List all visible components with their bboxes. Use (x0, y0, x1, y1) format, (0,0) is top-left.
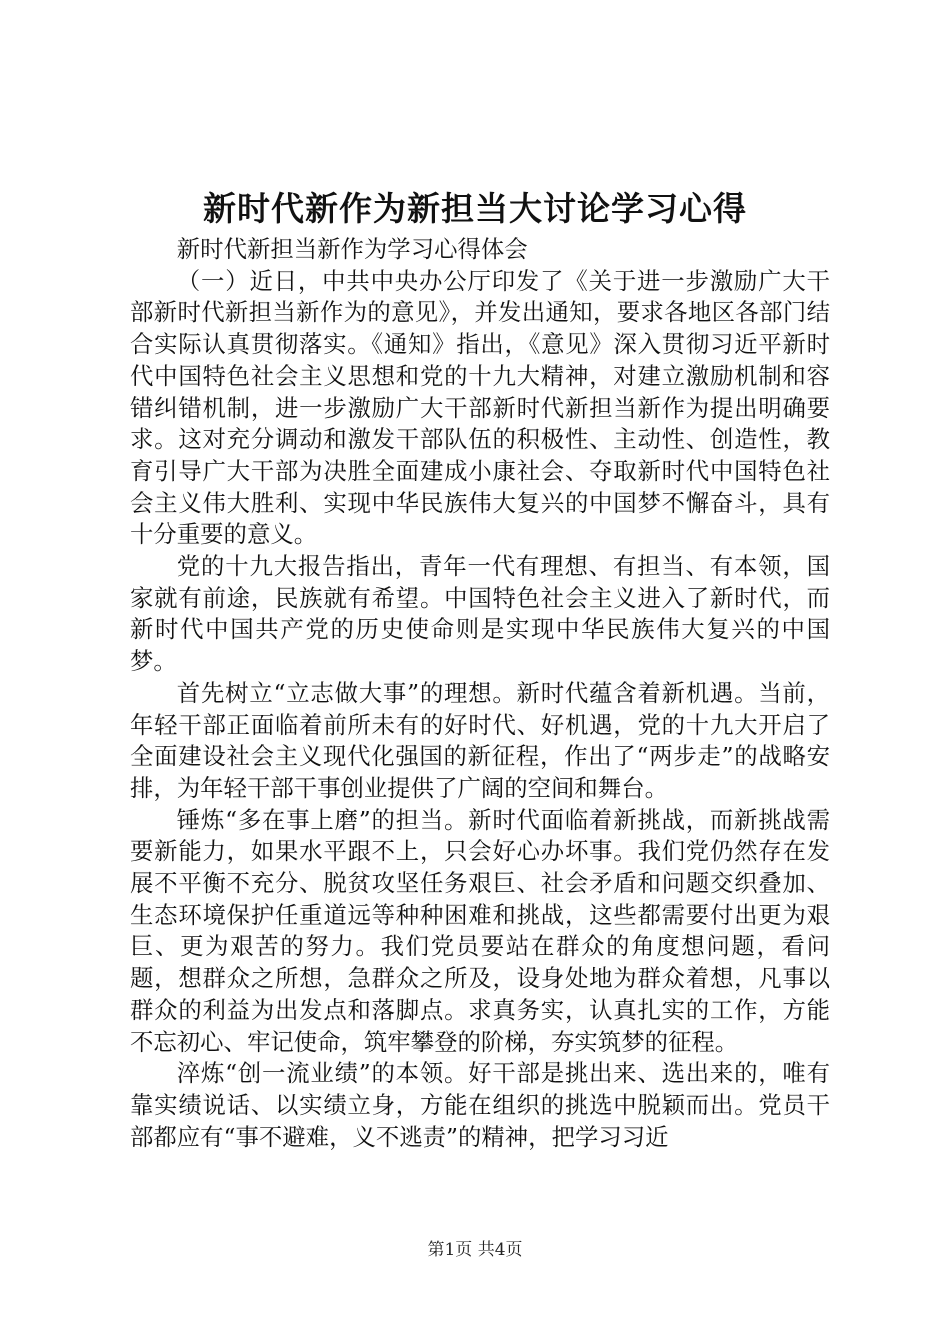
document-body (130, 234, 830, 1153)
paragraph-4: 锤炼“多在事上磨”的担当。新时代面临着新挑战，而新挑战需要新能力，如果水平跟不上，只会好心办坏事。我们党仍然存在发展不平衡不充分、脱贫攻坚任务艰巨、社会矛盾和问题交织叠加、生态环境保护任重道远等种种困难和挑战，这些都需要付出更为艰巨、更为艰苦的努力。我们党员要站在群众的角度想问题，看问题，想群众之所想，急群众之所及，设身处地为群众着想，凡事以群众的利益为出发点和落脚点。求真务实，认真扎实的工作，方能不忘初心、牢记使命，筑牢攀登的阶梯，夯实筑梦的征程。 (130, 805, 830, 1056)
paragraph-1: （一）近日，中共中央办公厅印发了《关于进一步激励广大干部新时代新担当新作为的意见》，并发出通知，要求各地区各部门结合实际认真贯彻落实。《通知》指出，《意见》深入贯彻习近平新时代中国特色社会主义思想和党的十九大精神，对建立激励机制和容错纠错机制，进一步激励广大干部新时代新担当新作为提出明确要求。这对充分调动和激发干部队伍的积极性、主动性、创造性，教育引导广大干部为决胜全面建成小康社会、夺取新时代中国特色社会主义伟大胜利、实现中华民族伟大复兴的中国梦不懈奋斗，具有十分重要的意义。 (130, 266, 830, 549)
page-number-footer: 第1页 共4页 (427, 1240, 523, 1260)
paragraph-3: 首先树立“立志做大事”的理想。新时代蕴含着新机遇。当前，年轻干部正面临着前所未有的好时代、好机遇，党的十九大开启了全面建设社会主义现代化强国的新征程，作出了“两步走”的战略安排，为年轻干部干事创业提供了广阔的空间和舞台。 (130, 678, 830, 802)
paragraph-2: 党的十九大报告指出，青年一代有理想、有担当、有本领，国家就有前途，民族就有希望。中国特色社会主义进入了新时代，而新时代中国共产党的历史使命则是实现中华民族伟大复兴的中国梦。 (130, 552, 830, 676)
document-title: 新时代新作为新担当大讨论学习心得 (203, 189, 747, 228)
document-subtitle: 新时代新担当新作为学习心得体会 (176, 235, 528, 263)
paragraph-5: 淬炼“创一流业绩”的本领。好干部是挑出来、选出来的，唯有靠实绩说话、以实绩立身，方能在组织的挑选中脱颖而出。党员干部都应有“事不避难，义不逃责”的精神，把学习习近 (130, 1059, 830, 1151)
